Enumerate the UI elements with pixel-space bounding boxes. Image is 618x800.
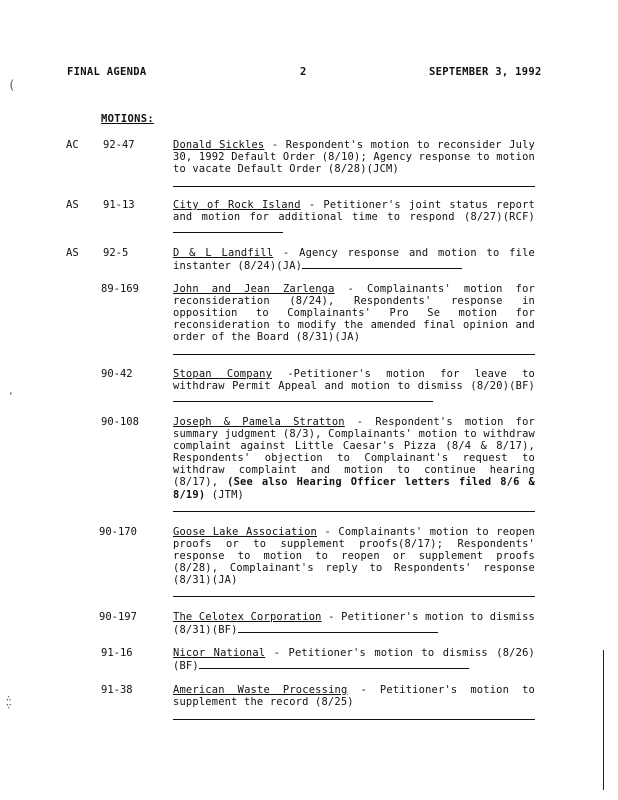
section-title: MOTIONS: bbox=[101, 113, 154, 125]
signature-line bbox=[173, 596, 535, 597]
item-description bbox=[173, 283, 535, 343]
party-name: Donald Sickles bbox=[173, 139, 265, 151]
party-name: The Celotex Corporation bbox=[173, 611, 322, 623]
case-number: 91-38 bbox=[101, 684, 133, 696]
item-description bbox=[173, 647, 535, 672]
item-text: - Complainants' motion to reopen proofs or to supplement proofs(8/17); Respondents' response to motion to reopen or supplement proofs (8/28), Complainant's reply to Respondents' response (8/31)(JA) bbox=[173, 526, 535, 587]
item-code: AS bbox=[66, 199, 79, 211]
item-text: -Petitioner's motion for leave to withdraw Permit Appeal and motion to dismiss (8/20)(BF) bbox=[173, 368, 535, 393]
item-description bbox=[173, 247, 535, 272]
scan-mark: ‘ bbox=[8, 392, 14, 402]
case-number: 90-170 bbox=[99, 526, 137, 538]
case-number: 92-5 bbox=[103, 247, 129, 259]
item-text: - Petitioner's motion to dismiss (8/26)(BF) bbox=[173, 647, 535, 673]
signature-line bbox=[173, 354, 535, 355]
header-title: FINAL AGENDA bbox=[67, 66, 147, 78]
case-number: 89-169 bbox=[101, 283, 139, 295]
signature-line bbox=[173, 186, 535, 187]
item-text-tail: (JTM) bbox=[205, 488, 245, 501]
page-number: 2 bbox=[300, 66, 307, 78]
party-name: Stopan Company bbox=[173, 368, 273, 380]
header-date: SEPTEMBER 3, 1992 bbox=[429, 66, 542, 78]
party-name: Nicor National bbox=[173, 647, 266, 659]
item-text: - Petitioner's motion to dismiss (8/31)(BF) bbox=[173, 611, 535, 637]
item-description bbox=[173, 368, 535, 405]
item-text: - Respondent's motion to reconsider July 30, 1992 Default Order (8/10); Agency response to motion to vacate Default Order (8/28)(JCM) bbox=[173, 139, 535, 176]
item-description bbox=[173, 684, 535, 708]
item-description bbox=[173, 526, 535, 586]
case-number: 90-197 bbox=[99, 611, 137, 623]
signature-line bbox=[173, 719, 535, 720]
scan-edge-line bbox=[603, 650, 604, 790]
party-name: John and Jean Zarlenga bbox=[173, 283, 335, 295]
item-description bbox=[173, 416, 535, 501]
party-name: Joseph & Pamela Stratton bbox=[173, 416, 345, 428]
party-name: Goose Lake Association bbox=[173, 526, 318, 538]
item-description bbox=[173, 139, 535, 175]
fill-line bbox=[238, 623, 438, 633]
party-name: D & L Landfill bbox=[173, 247, 274, 259]
item-text: - Respondent's motion for summary judgment (8/3), Complainants' motion to withdraw complaint against Little Caesar's Pizza (8/4 & 8/17), Respondents' objection to Complainant's request to withdraw complaint and motion to continue hearing (8/17), bbox=[173, 416, 535, 489]
item-text: - Petitioner's joint status report and motion for additional time to respond (8/27)(RCF) bbox=[173, 199, 535, 224]
item-text: - Complainants' motion for reconsideration (8/24), Respondents' response in opposition to Complainants' Pro Se motion for reconsideration to modify the amended final opinion and order of the Board (8/31)(JA) bbox=[173, 283, 535, 344]
scan-mark: ( bbox=[8, 78, 16, 92]
item-text: - Petitioner's motion to supplement the record (8/25) bbox=[173, 684, 535, 709]
item-description bbox=[173, 611, 535, 636]
item-code: AC bbox=[66, 139, 79, 151]
case-number: 91-13 bbox=[103, 199, 135, 211]
case-number: 90-42 bbox=[101, 368, 133, 380]
item-text: - Agency response and motion to file instanter (8/24)(JA) bbox=[173, 247, 535, 273]
item-description bbox=[173, 199, 535, 236]
item-code: AS bbox=[66, 247, 79, 259]
party-name: City of Rock Island bbox=[173, 199, 301, 211]
scan-mark: ∴ ∵ bbox=[6, 694, 12, 712]
fill-line bbox=[302, 259, 462, 269]
case-number: 91-16 bbox=[101, 647, 133, 659]
fill-line bbox=[199, 659, 469, 669]
case-number: 92-47 bbox=[103, 139, 135, 151]
fill-line bbox=[173, 223, 283, 233]
signature-line bbox=[173, 511, 535, 512]
fill-line bbox=[173, 392, 433, 402]
party-name: American Waste Processing bbox=[173, 684, 348, 696]
hearing-officer-note: (See also Hearing Officer letters filed 8/6 & 8/19) bbox=[173, 476, 535, 501]
case-number: 90-108 bbox=[101, 416, 139, 428]
